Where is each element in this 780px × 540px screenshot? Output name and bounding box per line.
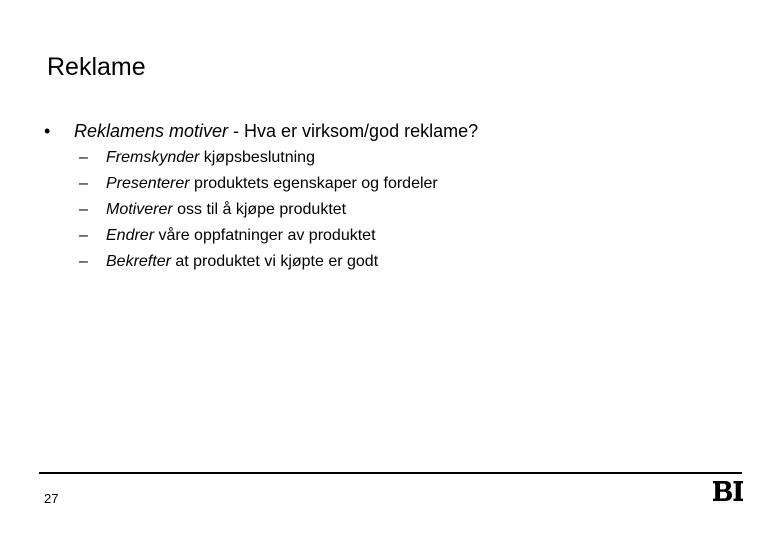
sub-bullet-text: kjøpsbeslutning <box>199 149 315 166</box>
dash-marker: – <box>79 227 88 244</box>
sub-bullet-item <box>79 223 438 249</box>
main-bullet-emphasis: Reklamens motiver <box>74 121 229 141</box>
bi-logo <box>712 480 744 502</box>
sub-bullet-item <box>79 171 438 197</box>
dash-marker: – <box>79 149 88 166</box>
sub-bullet-item <box>79 145 438 171</box>
footer-divider <box>39 472 742 474</box>
bullet-marker: • <box>44 121 51 141</box>
main-bullet-text: - Hva er virksom/god reklame? <box>228 121 479 141</box>
sub-bullet-item <box>79 249 438 275</box>
sub-bullet-item <box>79 197 438 223</box>
main-bullet <box>44 119 478 143</box>
sub-bullet-text: at produktet vi kjøpte er godt <box>170 253 379 270</box>
dash-marker: – <box>79 253 88 270</box>
dash-marker: – <box>79 201 88 218</box>
logo-letter-b <box>713 481 732 501</box>
page-number: 27 <box>44 491 59 506</box>
dash-marker: – <box>79 175 88 192</box>
slide-title: Reklame <box>47 53 146 81</box>
sub-bullet-emphasis: Fremskynder <box>106 149 200 166</box>
sub-bullet-emphasis: Presenterer <box>106 175 190 192</box>
sub-bullet-text: produktets egenskaper og fordeler <box>189 175 438 192</box>
sub-bullet-emphasis: Motiverer <box>106 201 173 218</box>
sub-bullet-emphasis: Bekrefter <box>106 253 171 270</box>
logo-letter-i <box>734 481 744 501</box>
sub-bullet-text: våre oppfatninger av produktet <box>154 227 376 244</box>
sub-bullet-list <box>79 145 438 275</box>
sub-bullet-text: oss til å kjøpe produktet <box>172 201 347 218</box>
sub-bullet-emphasis: Endrer <box>106 227 155 244</box>
